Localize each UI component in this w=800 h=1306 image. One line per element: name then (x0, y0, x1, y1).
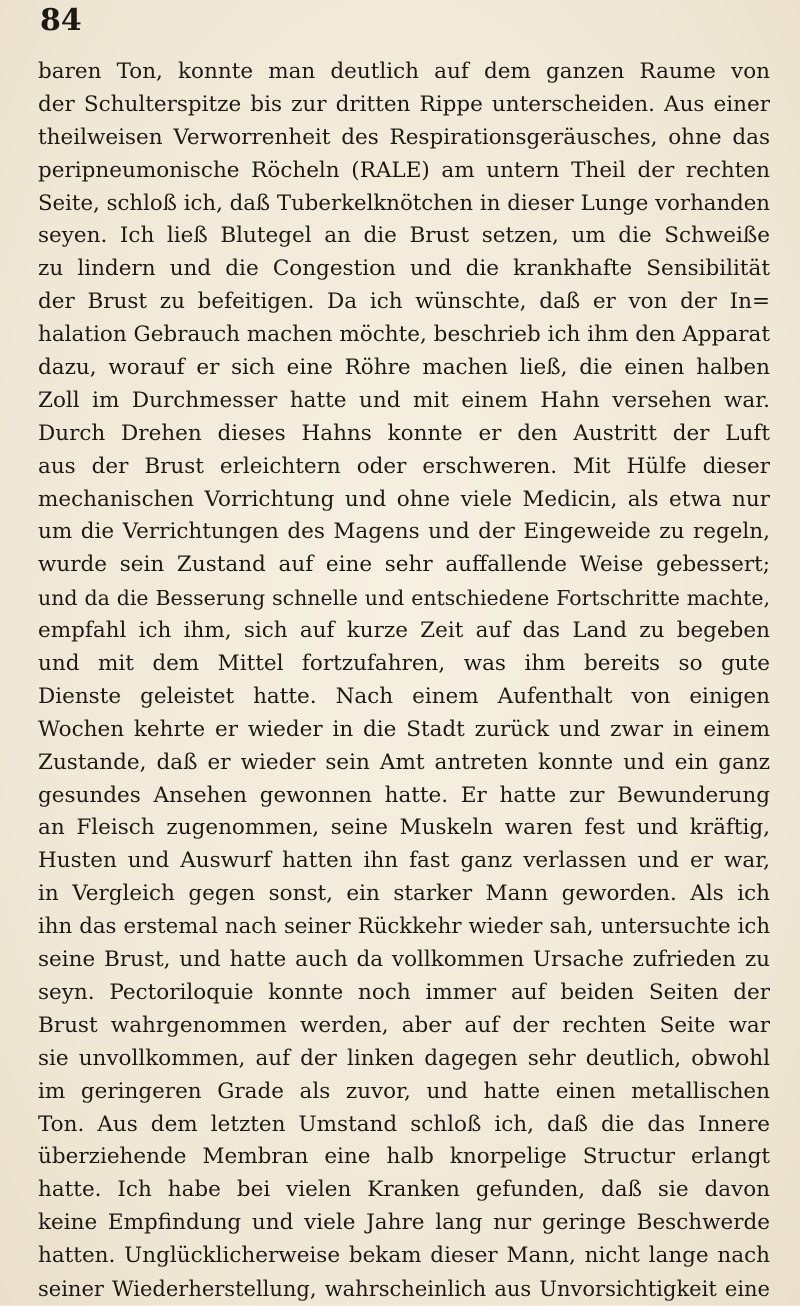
text-line: Wochen kehrte er wieder in die Stadt zurück und zwar in einem (38, 716, 770, 742)
text-line: Brust wahrgenommen werden, aber auf der rechten Seite war (38, 1012, 770, 1038)
text-line: ihn das erstemal nach seiner Rückkehr wieder sah, untersuchte ich (38, 914, 770, 940)
text-line: Seite, schloß ich, daß Tuberkelknötchen in dieser Lunge vorhanden (38, 190, 770, 216)
text-line: baren Ton, konnte man deutlich auf dem ganzen Raume von (38, 59, 770, 84)
text-line: und mit dem Mittel fortzufahren, was ihm bereits so gute (38, 651, 770, 677)
text-line: dazu, worauf er sich eine Röhre machen ließ, die einen halben (38, 355, 770, 381)
text-line: Dienste geleistet hatte. Nach einem Aufenthalt von einigen (38, 683, 770, 709)
text-line: wurde sein Zustand auf eine sehr auffallende Weise gebessert; (38, 552, 770, 578)
text-line: Durch Drehen dieses Hahns konnte er den Austritt der Luft (38, 420, 770, 446)
text-line: überziehende Membran eine halb knorpelige Structur erlangt (38, 1144, 770, 1170)
text-line: in Vergleich gegen sonst, ein starker Mann geworden. Als ich (38, 881, 770, 907)
text-line: theilweisen Verworrenheit des Respirationsgeräusches, ohne das (38, 124, 770, 150)
text-line: aus der Brust erleichtern oder erschweren. Mit Hülfe dieser (38, 453, 770, 479)
text-line: seiner Wiederherstellung, wahrscheinlich aus Unvorsichtigkeit eine (38, 1276, 770, 1301)
text-line: sie unvollkommen, auf der linken dagegen sehr deutlich, obwohl (38, 1045, 770, 1071)
text-line: um die Verrichtungen des Magens und der Eingeweide zu regeln, (38, 519, 770, 545)
text-line: mechanischen Vorrichtung und ohne viele Medicin, als etwa nur (38, 486, 770, 512)
text-line: gesundes Ansehen gewonnen hatte. Er hatte zur Bewunderung (38, 782, 770, 808)
text-line: hatte. Ich habe bei vielen Kranken gefunden, daß sie davon (38, 1177, 770, 1203)
text-line: der Schulterspitze bis zur dritten Rippe unterscheiden. Aus einer (38, 91, 770, 117)
text-line: hatten. Unglücklicherweise bekam dieser Mann, nicht lange nach (38, 1243, 770, 1269)
text-line: seyn. Pectoriloquie konnte noch immer auf beiden Seiten der (38, 979, 770, 1005)
text-line: seyen. Ich ließ Blutegel an die Brust setzen, um die Schweiße (38, 223, 770, 249)
text-line: zu lindern und die Congestion und die krankhafte Sensibilität (38, 256, 770, 282)
text-line: im geringeren Grade als zuvor, und hatte einen metallischen (38, 1078, 770, 1104)
text-line: Zoll im Durchmesser hatte und mit einem Hahn versehen war. (38, 387, 770, 413)
text-line: empfahl ich ihm, sich auf kurze Zeit auf das Land zu begeben (38, 618, 770, 644)
text-line: halation Gebrauch machen möchte, beschrieb ich ihm den Apparat (38, 322, 770, 348)
text-line: Zustande, daß er wieder sein Amt antreten konnte und ein ganz (38, 749, 770, 775)
text-line: peripneumonische Röcheln (RALE) am untern Theil der rechten (38, 157, 770, 183)
page-number: 84 (40, 3, 82, 38)
text-line: an Fleisch zugenommen, seine Muskeln waren fest und kräftig, (38, 815, 770, 841)
text-line: keine Empfindung und viele Jahre lang nur geringe Beschwerde (38, 1210, 770, 1236)
text-line: seine Brust, und hatte auch da vollkommen Ursache zufrieden zu (38, 947, 770, 973)
text-line: Husten und Auswurf hatten ihn fast ganz verlassen und er war, (38, 848, 770, 874)
text-line: und da die Besserung schnelle und entschiedene Fortschritte machte, (38, 586, 770, 611)
text-line: Ton. Aus dem letzten Umstand schloß ich, daß die das Innere (38, 1111, 770, 1137)
text-line: der Brust zu befeitigen. Da ich wünschte, daß er von der In= (38, 289, 770, 315)
body-text (38, 56, 770, 1306)
